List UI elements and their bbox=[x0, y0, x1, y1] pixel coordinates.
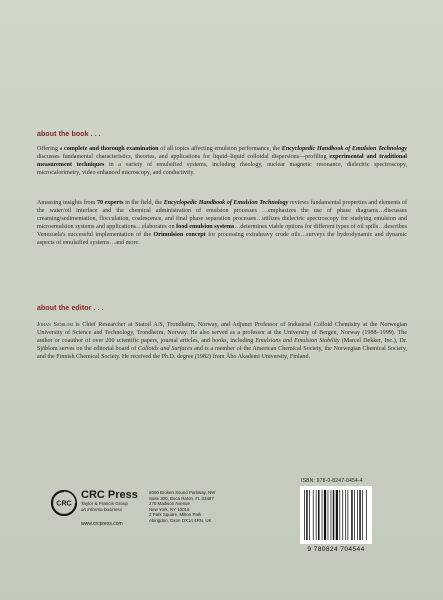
barcode-bar bbox=[331, 490, 332, 540]
barcode-bar bbox=[304, 490, 305, 540]
bold-run: complete and thorough examination bbox=[64, 146, 159, 152]
barcode-bar bbox=[324, 490, 326, 540]
address-line: 6000 Broken Sound Parkway, NW bbox=[149, 490, 216, 495]
text-run: Offering a bbox=[37, 146, 65, 152]
text-run: for processing extraheavy crude oils…surveys the hydrodynamic and dynamic aspects of emulsified systems…and more. bbox=[37, 232, 407, 247]
crc-logo-text: CRC bbox=[56, 500, 72, 508]
italic-run: Colloids and Surfaces bbox=[138, 346, 193, 353]
publisher-addresses bbox=[149, 490, 215, 524]
barcode-bar bbox=[345, 490, 346, 540]
barcode-digits: 9 780824 704544 bbox=[307, 546, 365, 553]
address-line: 2 Park Square, Milton Park bbox=[149, 512, 202, 518]
text-run: in the field, the bbox=[123, 200, 164, 206]
text-run: discusses fundamental characteristics, theories, and applications for liquid–liquid colloidal dispersions—profiling bbox=[37, 154, 330, 161]
about-editor-heading: about the editor . . . bbox=[37, 305, 104, 312]
barcode-bar bbox=[348, 490, 349, 540]
italic-run: Emulsions and Emulsion Stability bbox=[255, 338, 340, 345]
publisher-tagline: an informa business bbox=[81, 506, 123, 512]
bold-run: experimental and traditional measurement techniques bbox=[37, 154, 407, 169]
barcode-bar bbox=[316, 490, 317, 540]
about-book-paragraph-1 bbox=[37, 145, 407, 177]
book-title-run: Encyclopedic Handbook of Emulsion Technology bbox=[281, 146, 407, 152]
publisher-name: CRC Press bbox=[81, 489, 138, 501]
publisher-brand bbox=[81, 489, 138, 527]
book-title-run: Encyclopedic Handbook of Emulsion Technology bbox=[163, 200, 289, 206]
about-book-heading: about the book . . . bbox=[37, 131, 101, 138]
barcode-bar bbox=[359, 490, 361, 540]
barcode-bar bbox=[306, 490, 308, 540]
barcode-bar bbox=[339, 490, 340, 540]
address-line: Abingdon, Oxon OX14 4RN, UK bbox=[149, 517, 212, 523]
barcode-bar bbox=[318, 490, 320, 540]
publisher-url: www.crcpress.com bbox=[81, 521, 123, 527]
barcode-bar bbox=[336, 490, 338, 540]
text-run: …determines viable options for different types of oil spills…describes Venezuela's successful implementation of the bbox=[37, 224, 407, 239]
address-line: Suite 300, Boca Raton, FL 33487 bbox=[149, 495, 214, 501]
barcode-icon bbox=[300, 486, 372, 544]
text-run: reviews fundamental properties and elements of the water/oil interface and the chemical administration of emulsion processes …emphasizes the use of phase diagrams…discusses creaming/sedimentation, flocculation, coalescence, and final phase separation processes…utilizes dielectric spectroscopy for studying emulsion and microemulsion systems and applications…elaborates on bbox=[37, 200, 408, 231]
address-line: New York, NY 10016 bbox=[149, 506, 190, 512]
text-run: (Marcel Dekker, Inc.), Dr. Sjöblom serves on the editorial board of bbox=[37, 338, 407, 353]
barcode-bar bbox=[333, 490, 335, 540]
crc-logo-icon bbox=[51, 490, 77, 516]
address-line: 270 Madison Avenue bbox=[149, 501, 190, 507]
bold-run: food emulsion systems bbox=[176, 224, 235, 231]
barcode-bar bbox=[362, 490, 363, 540]
text-run: Amassing insights from bbox=[37, 200, 97, 206]
barcode-bar bbox=[366, 490, 367, 540]
barcode-bar bbox=[351, 490, 353, 540]
barcode-bar bbox=[354, 490, 355, 540]
barcode-bar bbox=[328, 490, 329, 540]
publisher-group: Taylor & Francis Group bbox=[81, 501, 128, 506]
barcode-bar bbox=[322, 490, 323, 540]
isbn-label: ISBN: 978-0-8247-0454-4 bbox=[301, 478, 363, 484]
barcode-bar bbox=[309, 490, 310, 540]
barcode-bar bbox=[342, 490, 343, 540]
bold-run: Orimulsion concept bbox=[153, 232, 206, 239]
text-run: is Chief Researcher at Statoil A/S, Trondheim, Norway, and Adjunct Professor of Industrial Colloid Chemistry at the Norwegian University of Science and Technology, Trondheim, Norway. He also served as a professor at the University of Bergen, Norway (1988–1999). The author or coauthor of over 200 scientific papers, journal articles, and books, including bbox=[37, 322, 408, 345]
editor-name: Johan Sjöblom bbox=[37, 322, 73, 328]
about-book-paragraph-2 bbox=[37, 199, 407, 248]
bold-run: 70 experts bbox=[96, 200, 124, 206]
barcode-bar bbox=[357, 490, 358, 540]
barcode bbox=[300, 486, 372, 544]
text-run: in a variety of emulsified systems, including rheology, nuclear magnetic resonance, dielectric spectroscopy, microcalorimetry, video enhanced microscopy, and conductivity. bbox=[37, 162, 408, 177]
text-run: and is a member of the American Chemical Society, the Norwegian Chemical Society, and the Finnish Chemical Society. He received the Ph.D. degree (1982) from Åbo Akademi University, Finland. bbox=[37, 346, 407, 361]
barcode-bar bbox=[313, 490, 314, 540]
about-editor-paragraph bbox=[37, 321, 407, 361]
text-run: of all topics affecting emulsion performance, the bbox=[158, 146, 282, 152]
